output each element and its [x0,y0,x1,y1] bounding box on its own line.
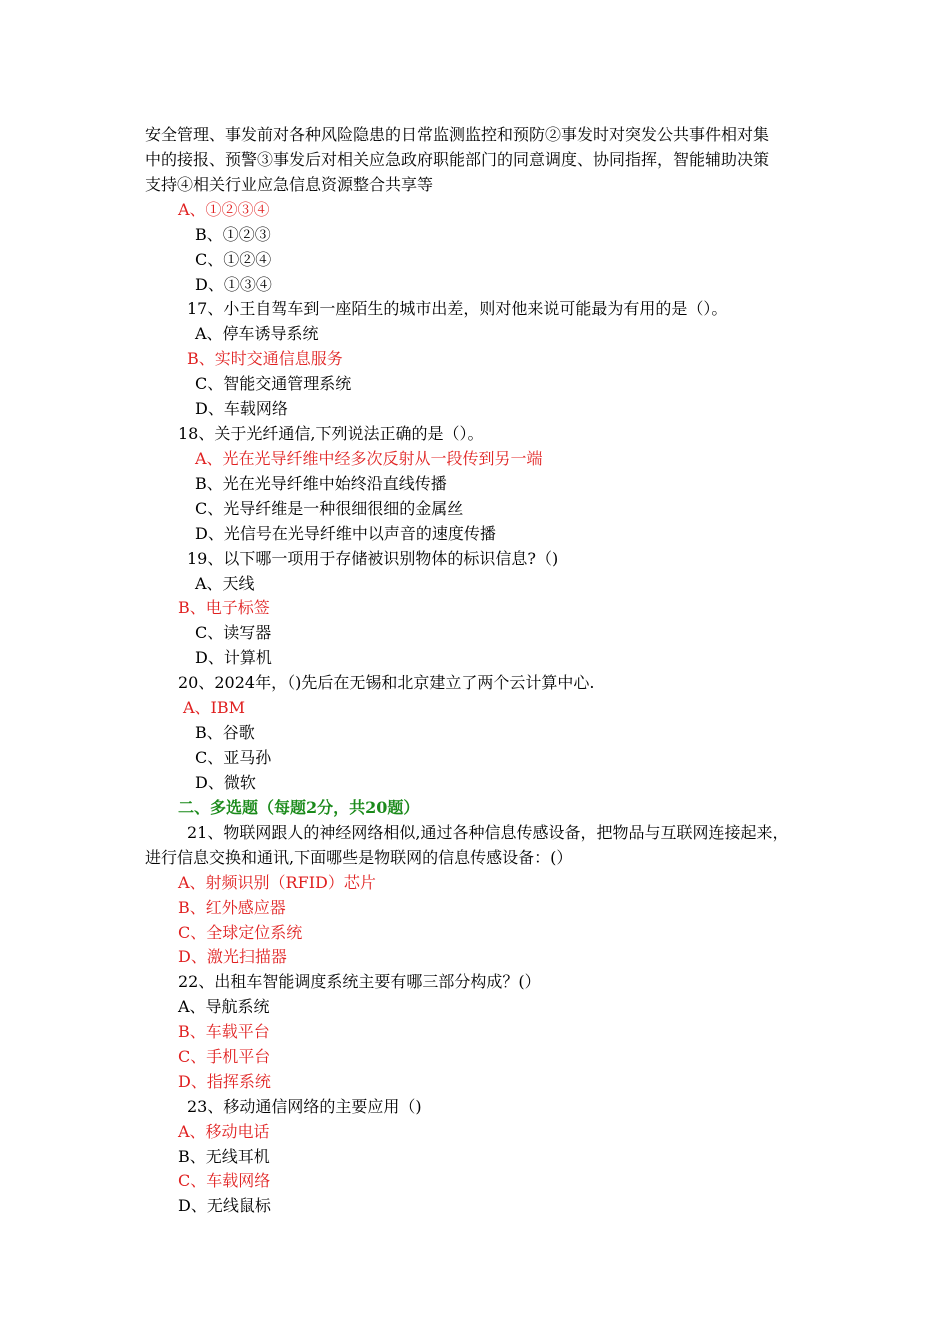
answer-option: C、车载网络 [178,1171,271,1190]
answer-option: B、实时交通信息服务 [187,349,343,368]
question-23: 23、移动通信网络的主要应用（) [187,1097,422,1116]
text-line: 中的接报、预警③事发后对相关应急政府职能部门的同意调度、协同指挥，智能辅助决策 [145,150,770,169]
option: C、亚马孙 [195,748,272,767]
option: D、车载网络 [195,399,288,418]
answer-option: A、射频识别（RFID）芯片 [178,873,376,892]
answer-option: A、①②③④ [178,200,270,219]
question-21: 21、物联网跟人的神经网络相似,通过各种信息传感设备，把物品与互联网连接起来， [187,823,789,842]
option: B、谷歌 [195,723,255,742]
answer-option: B、红外感应器 [178,898,286,917]
option: A、天线 [195,574,255,593]
question-22: 22、出租车智能调度系统主要有哪三部分构成？(） [178,972,541,991]
option: D、计算机 [195,648,272,667]
option: C、光导纤维是一种很细很细的金属丝 [195,499,464,518]
option: A、停车诱导系统 [195,324,319,343]
answer-option: A、移动电话 [178,1122,270,1141]
question-19: 19、以下哪一项用于存储被识别物体的标识信息?（) [187,549,559,568]
answer-option: A、IBM [183,698,246,717]
option: D、①③④ [195,275,272,294]
option: A、导航系统 [178,997,270,1016]
answer-option: D、指挥系统 [178,1072,271,1091]
answer-option: C、手机平台 [178,1047,271,1066]
question-17: 17、小王自驾车到一座陌生的城市出差，则对他来说可能最为有用的是（）。 [187,299,728,318]
answer-option: B、车载平台 [178,1022,270,1041]
option: D、微软 [195,773,256,792]
option: C、智能交通管理系统 [195,374,352,393]
option: C、①②④ [195,250,272,269]
text-line: 支持④相关行业应急信息资源整合共享等 [145,175,434,194]
question-20: 20、2024年，（)先后在无锡和北京建立了两个云计算中心. [178,673,595,692]
option: B、①②③ [195,225,271,244]
option: D、无线鼠标 [178,1196,271,1215]
option: B、光在光导纤维中始终沿直线传播 [195,474,447,493]
text-line: 进行信息交换和通讯,下面哪些是物联网的信息传感设备：(） [145,848,573,867]
option: C、读写器 [195,623,272,642]
answer-option: B、电子标签 [178,598,270,617]
option: D、光信号在光导纤维中以声音的速度传播 [195,524,496,543]
answer-option: A、光在光导纤维中经多次反射从一段传到另一端 [195,449,543,468]
text-line: 安全管理、事发前对各种风险隐患的日常监测监控和预防②事发时对突发公共事件相对集 [145,125,770,144]
section-heading: 二、多选题（每题2分，共20题） [178,798,420,817]
answer-option: C、全球定位系统 [178,923,303,942]
option: B、无线耳机 [178,1147,270,1166]
answer-option: D、激光扫描器 [178,947,287,966]
question-18: 18、关于光纤通信,下列说法正确的是（）。 [178,424,484,443]
